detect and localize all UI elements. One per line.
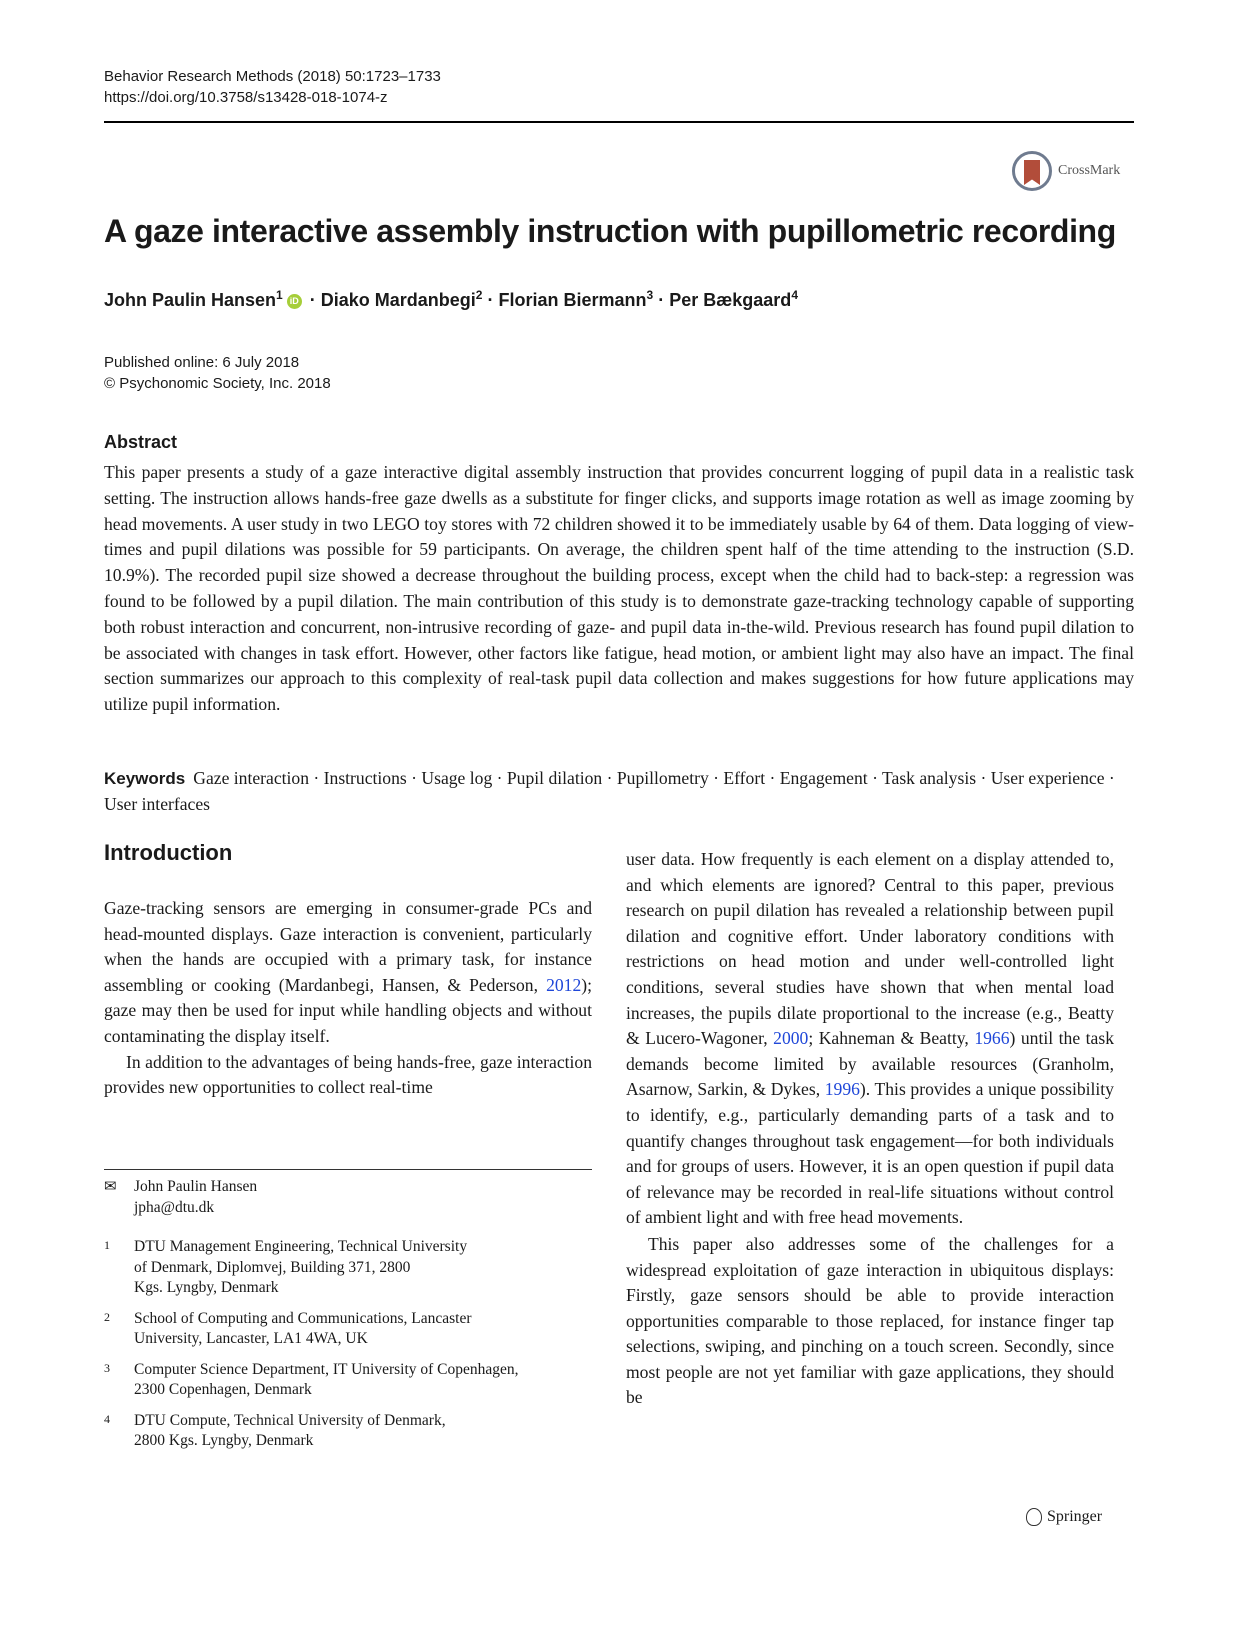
contact-name: John Paulin Hansen xyxy=(134,1178,258,1195)
journal-header xyxy=(104,66,441,108)
affiliation-line: School of Computing and Communications, Lancaster xyxy=(134,1309,472,1327)
header-rule xyxy=(104,121,1134,123)
author-affiliation-mark: 4 xyxy=(791,288,798,302)
keywords xyxy=(104,766,1134,818)
abstract-text: This paper presents a study of a gaze interactive digital assembly instruction that provides concurrent logging of pupil data in a realistic task setting. The instruction allows hands-free gaze dwells as a substitute for finger clicks, and supports image rotation as well as image zooming by head movements. A user study in two LEGO toy stores with 72 children showed it to be immediately usable by 64 of them. Data logging of view-times and pupil dilations was possible for 59 participants. On average, the children spent half of the time attending to the instruction (S.D. 10.9%). The recorded pupil size showed a decrease throughout the building process, except when the child had to back-step: a regression was found to be followed by a pupil dilation. The main contribution of this study is to demonstrate gaze-tracking technology capable of supporting both robust interaction and concurrent, non-intrusive recording of gaze- and pupil data in-the-wild. Previous research has found pupil dilation to be associated with changes in task effort. However, other factors like fatigue, head motion, or ambient light may also have an impact. The final section summarizes our approach to this complexity of real-task pupil data collection and makes suggestions for how future applications may utilize pupil information. xyxy=(104,462,1134,715)
affiliation-line: of Denmark, Diplomvej, Building 371, 2800 xyxy=(134,1258,411,1276)
author-separator: · xyxy=(309,290,316,310)
crossmark-label: CrossMark xyxy=(1058,163,1121,178)
publisher-logo xyxy=(1026,1508,1102,1526)
journal-citation: Behavior Research Methods (2018) 50:1723–1733 xyxy=(104,68,441,85)
affiliation-number: 2 xyxy=(104,1309,110,1324)
affiliation-line: DTU Management Engineering, Technical University xyxy=(134,1238,468,1255)
affiliation-line: 2800 Kgs. Lyngby, Denmark xyxy=(134,1432,314,1449)
abstract-heading: Abstract xyxy=(104,432,178,452)
affiliation-item xyxy=(104,1411,592,1452)
affiliation-item xyxy=(104,1309,592,1350)
paragraph-text: Gaze-tracking sensors are emerging in consumer-grade PCs and head-mounted displays. Gaze interaction is convenient, particularly when the hands are occupied with a primary task, for instance assembling or cooking (Mardanbegi, Hansen, & Pederson, xyxy=(104,898,592,995)
affiliation-item xyxy=(104,1237,592,1299)
keywords-list: Gaze interaction · Instructions · Usage log · Pupil dilation · Pupillometry · Effort · Engagement · Task analysis · User experience · User interfaces xyxy=(104,768,1115,814)
author-name: Diako Mardanbegi xyxy=(320,290,476,310)
footnotes xyxy=(104,1177,592,1462)
crossmark-badge[interactable] xyxy=(1012,151,1120,191)
affiliation-item xyxy=(104,1360,592,1401)
paragraph-text: ) until the task demands become limited by available resources (Granholm, Asarnow, Sarkin, & Dykes, xyxy=(626,1028,1114,1100)
citation-link[interactable]: 2000 xyxy=(773,1028,809,1049)
contact-email[interactable]: jpha@dtu.dk xyxy=(134,1198,215,1216)
published-date: Published online: 6 July 2018 xyxy=(104,354,300,371)
paragraph: This paper also addresses some of the challenges for a widespread exploitation of gaze interaction in ubiquitous displays: Firstly, gaze sensors should be able to provide interaction opportunities comparable to those replaced, for instance finger tap selections, swiping, and pinching on a touch screen. Secondly, since most people are not yet familiar with gaze applications, they should be xyxy=(626,1233,1114,1408)
paper-title: A gaze interactive assembly instruction with pupillometric recording xyxy=(104,213,1116,249)
author-name: Florian Biermann xyxy=(498,290,647,310)
orcid-icon[interactable]: iD xyxy=(287,294,302,309)
citation-link[interactable]: 1966 xyxy=(974,1028,1010,1049)
copyright-notice: © Psychonomic Society, Inc. 2018 xyxy=(104,375,331,392)
right-column xyxy=(626,847,1114,1411)
paragraph-text: ); gaze may then be used for input while handling objects and without contaminating the display itself. xyxy=(104,974,592,1046)
paragraph-text: ; Kahneman & Beatty, xyxy=(808,1028,975,1049)
author-name: John Paulin Hansen xyxy=(104,290,277,310)
footnote-rule xyxy=(104,1169,592,1170)
citation-link[interactable]: 2012 xyxy=(546,974,582,995)
keywords-label: Keywords xyxy=(104,769,186,788)
affiliation-line: University, Lancaster, LA1 4WA, UK xyxy=(134,1330,368,1347)
author-affiliation-mark: 3 xyxy=(646,288,654,302)
author-list xyxy=(104,288,798,311)
envelope-icon: ✉ xyxy=(104,1179,117,1195)
springer-horse-icon xyxy=(1026,1508,1042,1526)
affiliation-line: Kgs. Lyngby, Denmark xyxy=(134,1279,279,1296)
author-affiliation-mark: 2 xyxy=(475,288,483,302)
paragraph-text: ). This provides a unique possibility to identify, e.g., particularly demanding parts of a task and to quantify changes throughout task engagement—for both individuals and for groups of users. However, it is an open question if pupil data of relevance may be recorded in real-life situations without control of ambient light and with free head movements. xyxy=(626,1079,1114,1228)
doi-link[interactable]: https://doi.org/10.3758/s13428-018-1074-z xyxy=(104,89,388,106)
publisher-name: Springer xyxy=(1047,1508,1103,1525)
affiliation-line: Computer Science Department, IT University of Copenhagen, xyxy=(134,1360,519,1378)
paragraph-text: user data. How frequently is each element on a display attended to, and which elements are ignored? Central to this paper, previous research on pupil dilation has revealed a relationship between pupil dilation and cognitive effort. Under laboratory conditions with restrictions on head motion and under well-controlled light conditions, several studies have shown that when mental load increases, the pupils dilate proportional to the increase (e.g., Beatty & Lucero-Wagoner, xyxy=(626,849,1114,1049)
crossmark-icon xyxy=(1012,151,1052,191)
left-column xyxy=(104,896,592,1101)
affiliation-number: 4 xyxy=(104,1411,110,1426)
paragraph: In addition to the advantages of being hands-free, gaze interaction provides new opportunities to collect real-time xyxy=(104,1051,592,1098)
section-heading-introduction: Introduction xyxy=(104,840,233,865)
corresponding-author xyxy=(104,1177,592,1218)
paragraph xyxy=(104,896,592,1050)
author-affiliation-mark: 1 xyxy=(276,288,283,302)
citation-link[interactable]: 1996 xyxy=(824,1079,860,1100)
author-separator: · xyxy=(658,290,665,310)
paragraph xyxy=(626,847,1114,1231)
affiliation-line: 2300 Copenhagen, Denmark xyxy=(134,1381,312,1398)
author-name: Per Bækgaard xyxy=(669,290,792,310)
affiliation-number: 3 xyxy=(104,1360,110,1375)
affiliation-line: DTU Compute, Technical University of Denmark, xyxy=(134,1411,446,1429)
affiliation-number: 1 xyxy=(104,1238,110,1252)
author-separator: · xyxy=(487,290,494,310)
publication-info xyxy=(104,352,331,394)
